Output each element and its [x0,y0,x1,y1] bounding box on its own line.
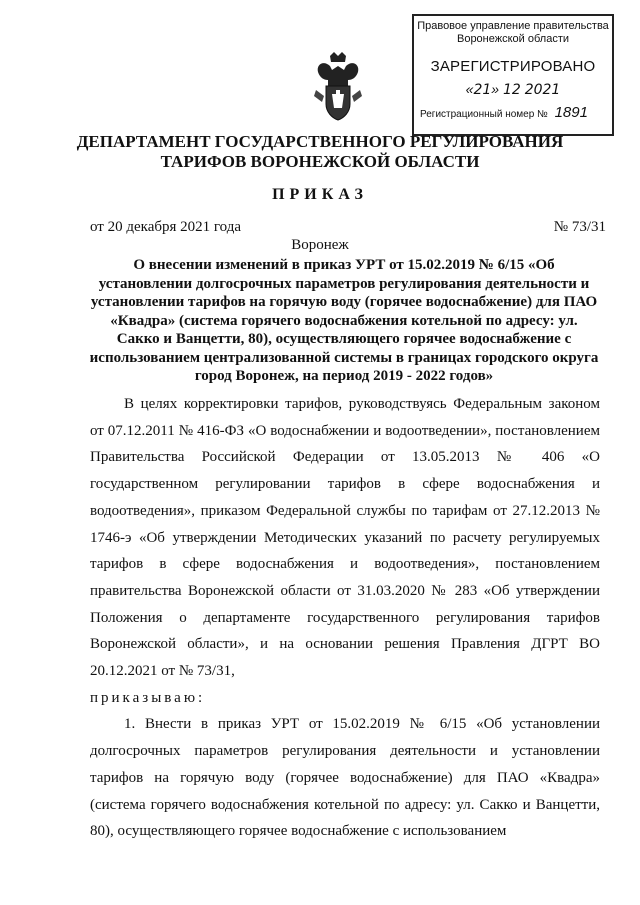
stamp-reg-number-value: 1891 [554,104,588,121]
document-title: О внесении изменений в приказ УРТ от 15.02.2019 № 6/15 «Об установлении долгосрочных параметров регулирования деятельности и установлении тарифов на горячую воду (горячее водоснабжение) для ПАО «Квадра» (система горячего водоснабжения котельной по адресу: ул. Сакко и Ванцетти, 80), осуществляющего горячее водоснабжение с использованием централизованной системы в границах городского округа город Воронеж, на период 2019 - 2022 годов» [89,257,599,384]
order-word: приказываю: [90,689,206,706]
document-type: ПРИКАЗ [272,186,368,203]
stamp-date-month: 12 [502,82,521,98]
stamp-status: ЗАРЕГИСТРИРОВАНО [430,58,596,75]
department-name: ДЕПАРТАМЕНТ ГОСУДАРСТВЕННОГО РЕГУЛИРОВАНИЯ ТАРИФОВ ВОРОНЕЖСКОЙ ОБЛАСТИ [76,132,564,171]
document-number: № 73/31 [553,219,606,235]
stamp-reg-number-label: Регистрационный номер № [420,109,548,120]
stamp-date: «21» 12 2021 [465,81,561,98]
document-body [90,391,600,845]
preamble-paragraph: В целях корректировки тарифов, руководствуясь Федеральным законом от 07.12.2011 № 416-ФЗ «О водоснабжении и водоотведении», постановлением Правительства Российской Федерации от 13.05.2013 № 406 «О государственном регулировании тарифов в сфере водоснабжения и водоотведения», приказом Федеральной службы по тарифам от 27.12.2013 № 1746-э «Об утверждении Методических указаний по расчету регулируемых тарифов в сфере водоснабжения и водоотведения», постановлением правительства Воронежской области от 31.03.2020 № 283 «Об утверждении Положения о департаменте государственного регулирования тарифов Воронежской области», и на основании решения Правления ДГРТ ВО 20.12.2021 от № 73/31, [90,396,600,680]
registration-stamp [412,14,614,136]
stamp-reg-number [414,104,612,121]
document-date: от 20 декабря 2021 года [90,219,242,235]
document-city: Воронеж [291,237,349,253]
item-1-paragraph: 1. Внести в приказ УРТ от 15.02.2019 № 6/15 «Об установлении долгосрочных параметров регулирования деятельности и установлении тарифов на горячую воду (горячее водоснабжение) для ПАО «Квадра» (система горячего водоснабжения котельной по адресу: ул. Сакко и Ванцетти, 80), осуществляющего горячее водоснабжение с использованием [90,716,600,840]
stamp-date-day: 21 [473,82,492,98]
coat-of-arms-icon [312,50,364,122]
stamp-date-year: 2021 [524,82,561,98]
stamp-authority-line2: Воронежской области [456,33,569,45]
stamp-authority-line1: Правовое управление правительства [417,20,609,32]
